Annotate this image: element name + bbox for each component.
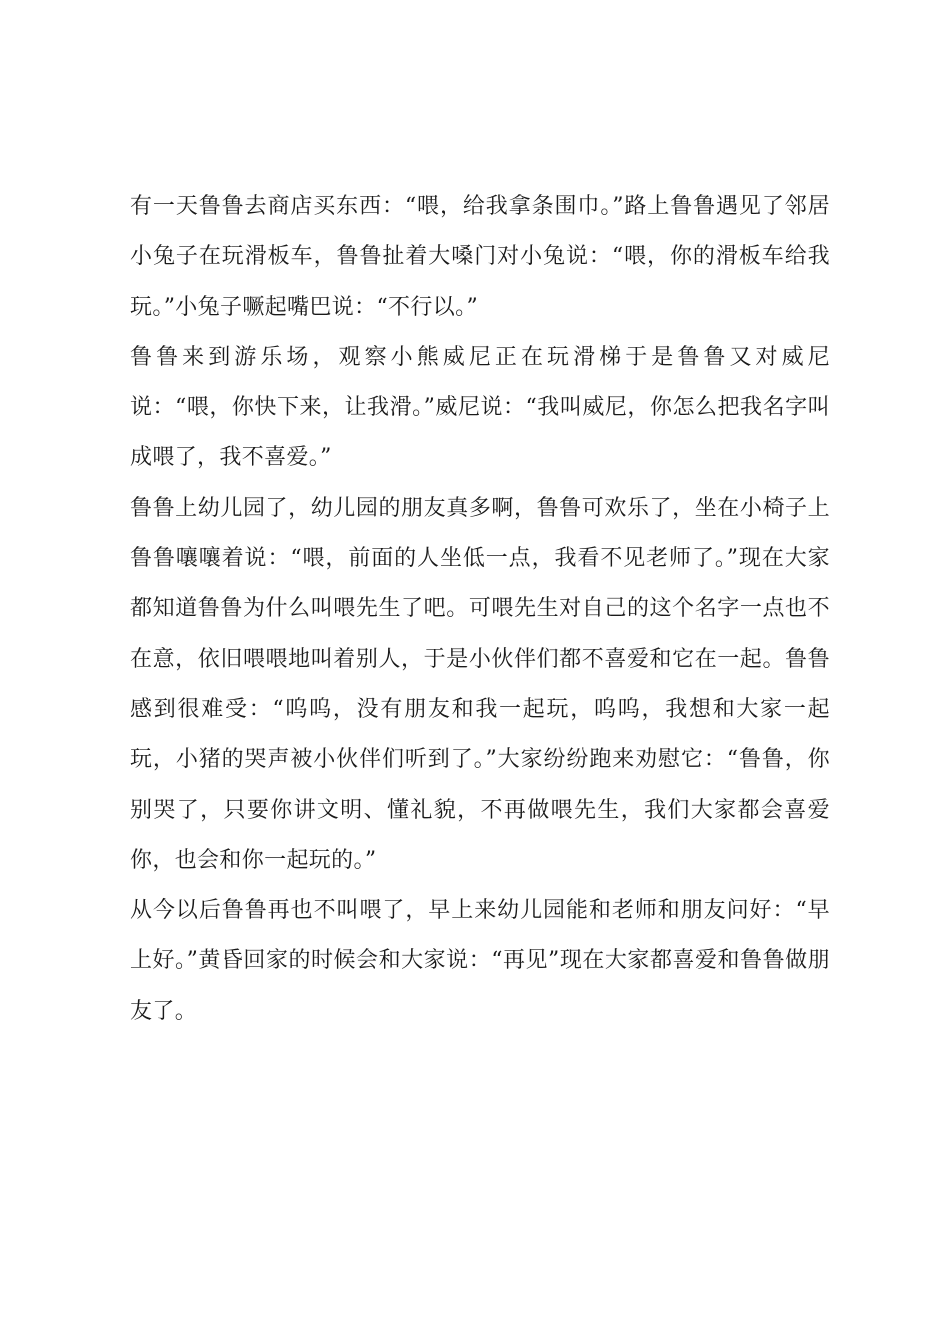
paragraph-4: 从今以后鲁鲁再也不叫喂了，早上来幼儿园能和老师和朋友问好：“早上好。”黄昏回家的时候会和大家说：“再见”现在大家都喜爱和鲁鲁做朋友了。 [130,898,830,1024]
paragraph-2: 鲁鲁来到游乐场，观察小熊威尼正在玩滑梯于是鲁鲁又对威尼说：“喂，你快下来，让我滑。”威尼说：“我叫威尼，你怎么把我名字叫成喂了，我不喜爱。” [130,344,830,471]
paragraph-3: 鲁鲁上幼儿园了，幼儿园的朋友真多啊，鲁鲁可欢乐了，坐在小椅子上鲁鲁嚷嚷着说：“喂，前面的人坐低一点，我看不见老师了。”现在大家都知道鲁鲁为什么叫喂先生了吧。可喂先生对自己的这个名字一点也不在意，依旧喂喂地叫着别人，于是小伙伴们都不喜爱和它在一起。鲁鲁感到很难受：“呜呜，没有朋友和我一起玩，呜呜，我想和大家一起玩，小猪的哭声被小伙伴们听到了。”大家纷纷跑来劝慰它：“鲁鲁，你别哭了，只要你讲文明、懂礼貌，不再做喂先生，我们大家都会喜爱你，也会和你一起玩的。” [130,495,830,873]
paragraph-1: 有一天鲁鲁去商店买东西：“喂，给我拿条围巾。”路上鲁鲁遇见了邻居小兔子在玩滑板车，鲁鲁扯着大嗓门对小兔说：“喂，你的滑板车给我玩。”小兔子噘起嘴巴说：“不行以。” [130,194,830,320]
document-body [130,182,830,1037]
